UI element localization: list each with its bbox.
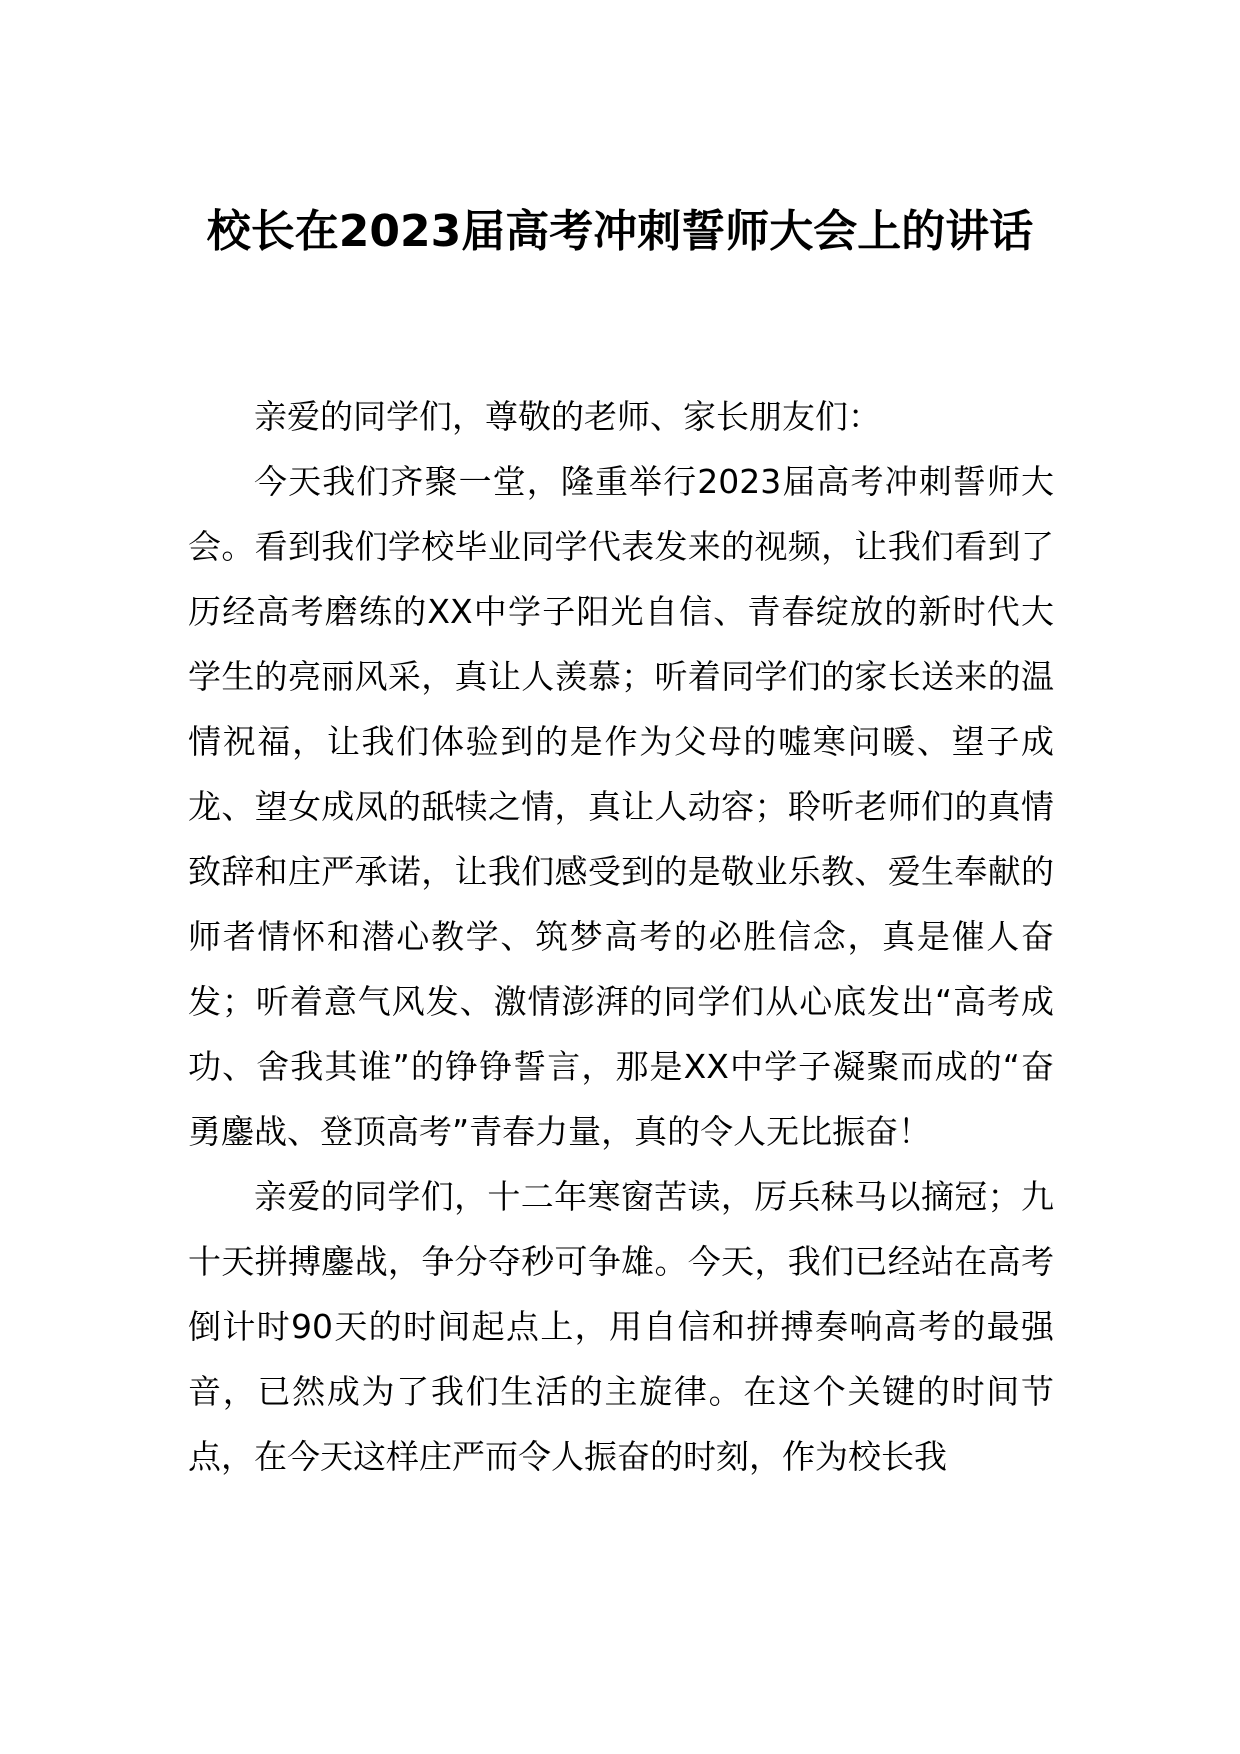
paragraph-countdown: 亲爱的同学们，十二年寒窗苦读，厉兵秣马以摘冠；九十天拼搏鏖战，争分夺秒可争雄。今天，我们已经站在高考倒计时90天的时间起点上，用自信和拼搏奏响高考的最强音，已然成为了我们生活的主旋律。在这个关键的时间节点，在今天这样庄严而令人振奋的时刻，作为校长我 [188, 1177, 1054, 1476]
document-title: 校长在2023届高考冲刺誓师大会上的讲话 [206, 206, 1034, 257]
paragraph-opening: 今天我们齐聚一堂，隆重举行2023届高考冲刺誓师大会。看到我们学校毕业同学代表发来的视频，让我们看到了历经高考磨练的XX中学子阳光自信、青春绽放的新时代大学生的亮丽风采，真让人羡慕；听着同学们的家长送来的温情祝福，让我们体验到的是作为父母的嘘寒问暖、望子成龙、望女成凤的舐犊之情，真让人动容；聆听老师们的真情致辞和庄严承诺，让我们感受到的是敬业乐教、爱生奉献的师者情怀和潜心教学、筑梦高考的必胜信念，真是催人奋发；听着意气风发、激情澎湃的同学们从心底发出“高考成功、舍我其谁”的铮铮誓言，那是XX中学子凝聚而成的“奋勇鏖战、登顶高考”青春力量，真的令人无比振奋！ [188, 462, 1054, 1151]
document-body [188, 384, 1054, 1489]
paragraph-greeting: 亲爱的同学们，尊敬的老师、家长朋友们： [254, 397, 881, 436]
